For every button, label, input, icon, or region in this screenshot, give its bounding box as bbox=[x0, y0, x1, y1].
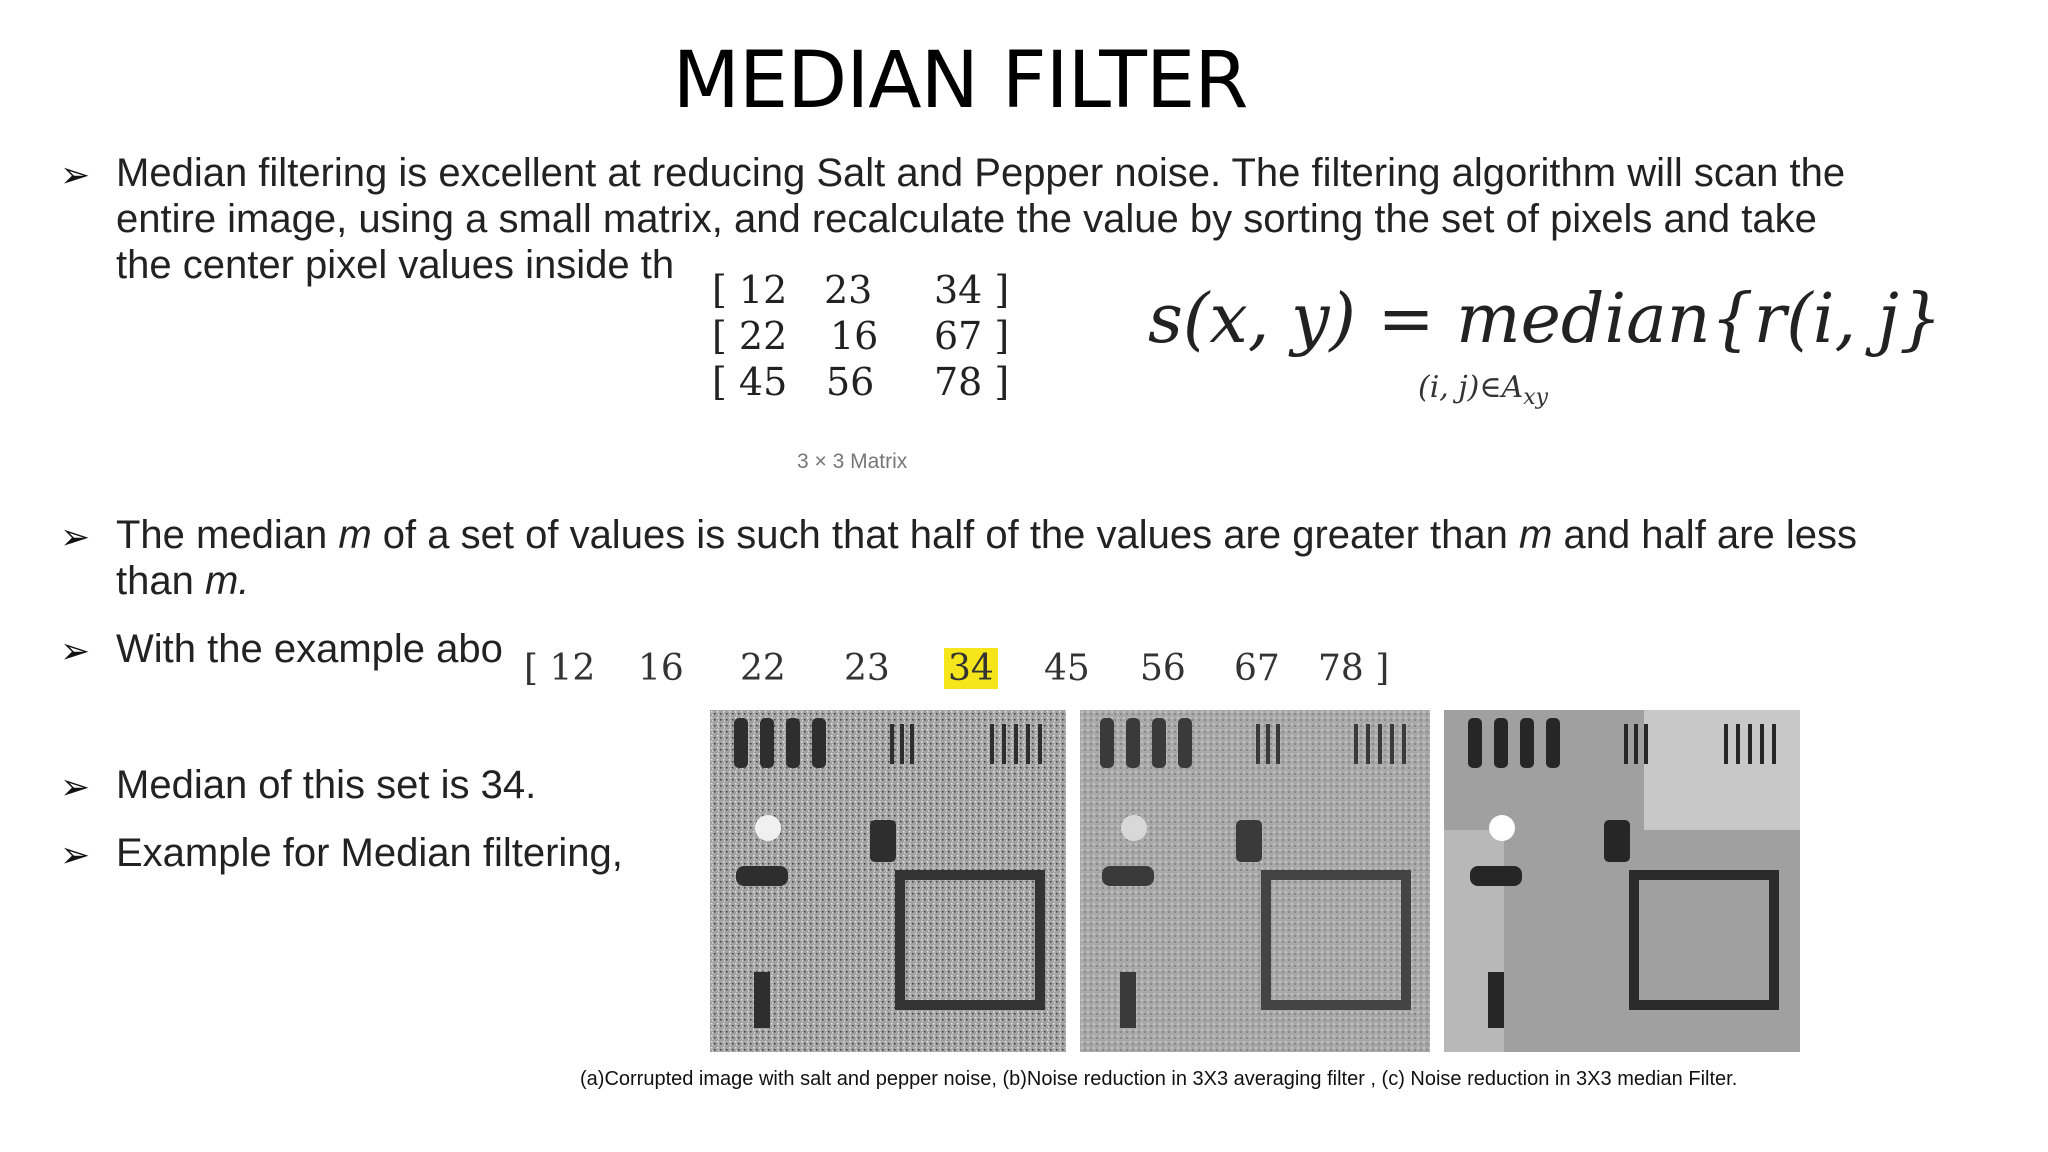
matrix-cell: 23 bbox=[824, 268, 873, 312]
formula-subscript bbox=[1418, 370, 1548, 410]
circuit-board-noisy-graphic bbox=[710, 710, 1066, 1052]
formula-subscript-index: xy bbox=[1523, 385, 1549, 410]
circuit-board-averaged-graphic bbox=[1080, 710, 1430, 1052]
sorted-value: 23 bbox=[844, 648, 890, 689]
sorted-value: 56 bbox=[1140, 648, 1186, 689]
bullet-text bbox=[116, 150, 1986, 288]
formula-subscript-set: (i, j)∈A bbox=[1418, 370, 1524, 405]
averaging-filtered-image bbox=[1080, 710, 1430, 1052]
matrix-cell: 56 bbox=[826, 360, 875, 404]
bullet-arrow-icon: ➢ bbox=[60, 516, 91, 557]
bullet-arrow-icon: ➢ bbox=[60, 766, 91, 807]
median-formula: s(x, y) = median{r(i, j} bbox=[1148, 280, 1943, 359]
sorted-value: 22 bbox=[740, 648, 786, 689]
bullet-text bbox=[116, 512, 1986, 604]
bullet-text: With the example abo bbox=[116, 627, 503, 671]
figure-caption: (a)Corrupted image with salt and pepper noise, (b)Noise reduction in 3X3 averaging filter , (c) Noise reduction in 3X3 median Filter. bbox=[580, 1068, 1738, 1090]
circuit-board-median-graphic bbox=[1444, 710, 1800, 1052]
matrix-cell: 78 ] bbox=[934, 360, 1010, 404]
matrix-image bbox=[704, 266, 1010, 416]
matrix-cell: 16 bbox=[830, 314, 879, 358]
slide-title: MEDIAN FILTER bbox=[672, 36, 1248, 126]
sorted-value: 67 bbox=[1234, 648, 1280, 689]
sorted-value-highlight: 34 bbox=[944, 648, 998, 689]
noisy-image bbox=[710, 710, 1066, 1052]
matrix-cell: [ 22 bbox=[712, 314, 788, 358]
sorted-value: 45 bbox=[1044, 648, 1090, 689]
bullet-arrow-icon: ➢ bbox=[60, 630, 91, 671]
bullet-text: Median of this set is 34. bbox=[116, 763, 537, 807]
bullet-line: The median m of a set of values is such that half of the values are greater than m and half are less bbox=[116, 513, 1857, 557]
sorted-value: 78 ] bbox=[1318, 648, 1390, 689]
median-filtered-image bbox=[1444, 710, 1800, 1052]
matrix-cell: [ 45 bbox=[712, 360, 788, 404]
bullet-text: Example for Median filtering, bbox=[116, 831, 623, 875]
bullet-arrow-icon: ➢ bbox=[60, 834, 91, 875]
bullet-line: Median filtering is excellent at reducing Salt and Pepper noise. The filtering algorithm will scan the bbox=[116, 151, 1846, 195]
matrix-cell: [ 12 bbox=[712, 268, 788, 312]
matrix-cell: 67 ] bbox=[934, 314, 1010, 358]
sorted-value: 16 bbox=[638, 648, 684, 689]
bullet-line: entire image, using a small matrix, and recalculate the value by sorting the set of pixels and take bbox=[116, 197, 1817, 241]
bullet-line: the center pixel values inside th bbox=[116, 243, 675, 287]
bullet-arrow-icon: ➢ bbox=[60, 154, 91, 195]
bullet-line: than m. bbox=[116, 559, 250, 603]
matrix-caption: 3 × 3 Matrix bbox=[797, 450, 908, 473]
sorted-values bbox=[520, 640, 1400, 700]
sorted-value: [ 12 bbox=[524, 648, 596, 689]
matrix-cell: 34 ] bbox=[934, 268, 1010, 312]
